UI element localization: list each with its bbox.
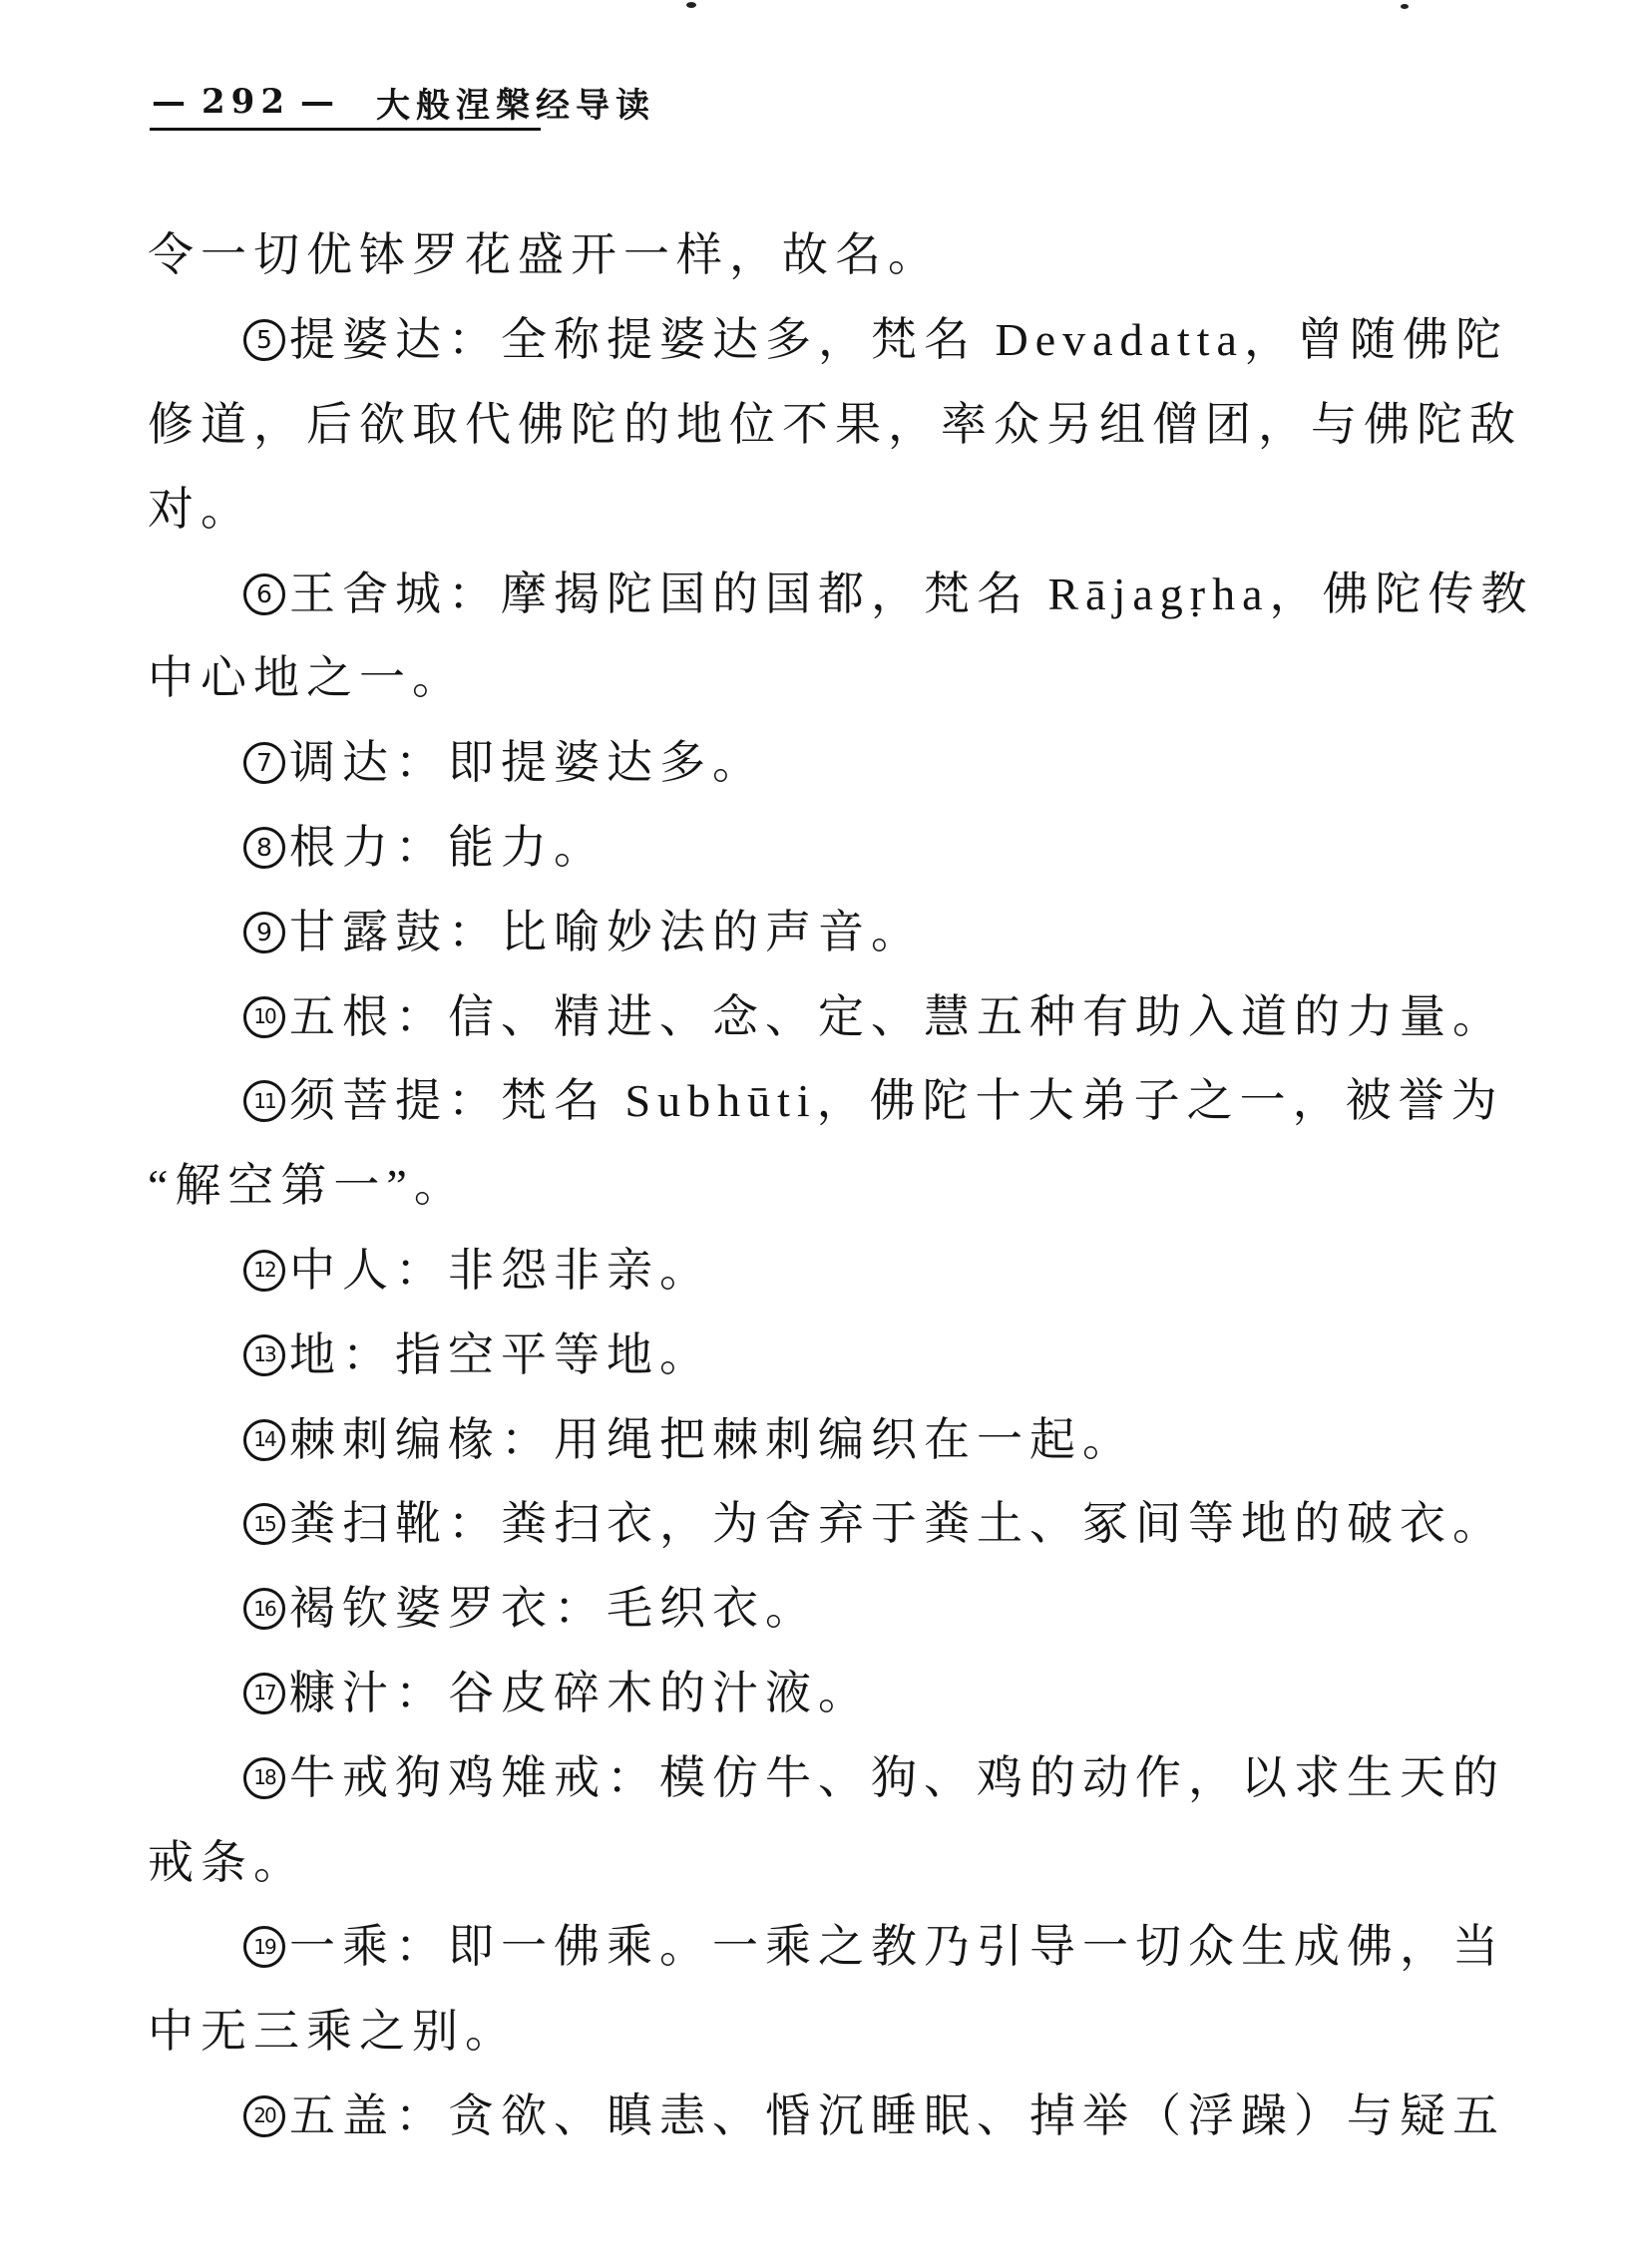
- circled-number: 6: [243, 573, 285, 615]
- text-line: [148, 1652, 1496, 1736]
- circled-number: 17: [243, 1673, 285, 1714]
- line-text: 中心地之一。: [148, 652, 465, 704]
- text-line: [148, 2075, 1505, 2159]
- line-text: 一乘：即一佛乘。一乘之教乃引导一切众生成佛，当: [289, 1921, 1505, 1973]
- scan-artifact: [686, 2, 696, 8]
- circled-number: 20: [243, 2095, 285, 2137]
- line-text: 糠汁：谷皮碎木的汁液。: [289, 1667, 871, 1718]
- line-text: 五盖：贪欲、瞋恚、惛沉睡眠、掉举（浮躁）与疑五: [289, 2089, 1505, 2141]
- text-line: [148, 1735, 1505, 1820]
- circled-number: 9: [243, 912, 285, 953]
- line-text: 调达：即提婆达多。: [289, 737, 765, 789]
- text-line: [148, 1482, 1505, 1567]
- line-text: 棘刺编椽：用绳把棘刺编织在一起。: [289, 1413, 1135, 1465]
- text-line: [148, 1820, 1496, 1905]
- line-text: 粪扫靴：粪扫衣，为舍弃于粪土、冢间等地的破衣。: [289, 1498, 1505, 1550]
- text-line: [148, 467, 1496, 552]
- running-header: [152, 80, 655, 124]
- header-underline: [150, 128, 541, 131]
- book-title: 大般涅槃经导读: [375, 87, 655, 125]
- line-text: 修道，后欲取代佛陀的地位不果，率众另组僧团，与佛陀敌: [148, 398, 1522, 450]
- page-number: 292: [202, 82, 290, 122]
- circled-number: 18: [243, 1757, 285, 1799]
- text-line: [148, 636, 1496, 721]
- line-text: 提婆达：全称提婆达多，梵名 Devadatta，曾随佛陀: [289, 314, 1508, 366]
- line-text: 甘露鼓：比喻妙法的声音。: [289, 906, 924, 957]
- text-line: [148, 1059, 1504, 1144]
- line-text: 王舍城：摩揭陀国的国都，梵名 Rājagṛha，佛陀传教: [289, 567, 1534, 619]
- dash-left: —: [152, 82, 192, 122]
- line-text: 五根：信、精进、念、定、慧五种有助入道的力量。: [289, 990, 1505, 1042]
- line-text: “解空第一”。: [148, 1160, 467, 1212]
- scan-artifact: [1401, 4, 1409, 9]
- line-text: 对。: [148, 483, 253, 535]
- line-text: 中人：非怨非亲。: [289, 1244, 712, 1296]
- text-line: [148, 383, 1522, 468]
- page-number-block: [152, 82, 340, 122]
- circled-number: 12: [243, 1250, 285, 1292]
- text-line: [148, 806, 1496, 891]
- circled-number: 16: [243, 1588, 285, 1630]
- text-line: [148, 890, 1496, 974]
- line-text: 须菩提：梵名 Subhūti，佛陀十大弟子之一，被誉为: [289, 1075, 1504, 1127]
- text-line: [148, 1397, 1496, 1482]
- text-line: [148, 1905, 1505, 1990]
- line-text: 牛戒狗鸡雉戒：模仿牛、狗、鸡的动作，以求生天的: [289, 1751, 1505, 1803]
- circled-number: 8: [243, 827, 285, 869]
- line-text: 根力：能力。: [289, 821, 607, 873]
- circled-number: 5: [243, 319, 285, 361]
- text-line: [148, 1229, 1496, 1314]
- text-line: [148, 721, 1496, 806]
- text-line: [148, 552, 1534, 636]
- circled-number: 10: [243, 996, 285, 1038]
- text-line: [148, 1144, 1496, 1229]
- text-line: [148, 213, 1496, 298]
- circled-number: 7: [243, 742, 285, 784]
- circled-number: 19: [243, 1926, 285, 1968]
- circled-number: 14: [243, 1419, 285, 1461]
- text-line: [148, 974, 1505, 1059]
- line-text: 中无三乘之别。: [148, 2006, 518, 2058]
- circled-number: 15: [243, 1503, 285, 1545]
- line-text: 地：指空平等地。: [289, 1328, 712, 1380]
- page-body: [148, 213, 1534, 2158]
- text-line: [148, 298, 1508, 383]
- line-text: 戒条。: [148, 1836, 306, 1888]
- dash-right: —: [299, 82, 340, 122]
- text-line: [148, 1990, 1496, 2075]
- text-line: [148, 1313, 1496, 1397]
- line-text: 令一切优钵罗花盛开一样，故名。: [148, 229, 941, 281]
- line-text: 褐钦婆罗衣：毛织衣。: [289, 1583, 818, 1635]
- text-line: [148, 1567, 1496, 1652]
- circled-number: 11: [243, 1080, 285, 1122]
- circled-number: 13: [243, 1334, 285, 1376]
